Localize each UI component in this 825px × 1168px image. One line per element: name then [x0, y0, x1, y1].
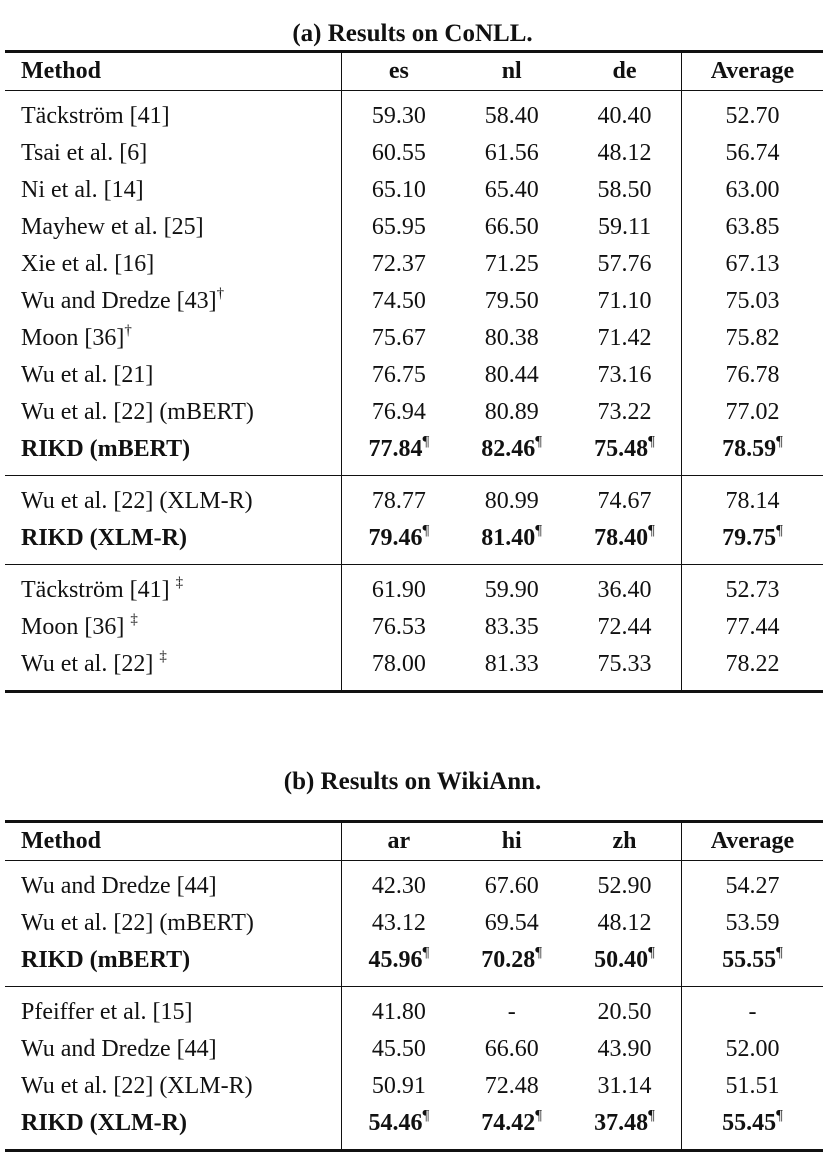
method-name: Wu et al. [22] (mBERT) [21, 910, 254, 936]
score-cell [568, 646, 681, 692]
score-value: 40.40 [597, 103, 652, 129]
score-cell [455, 987, 568, 1032]
score-cell [455, 646, 568, 692]
score-value: 75.33 [597, 651, 652, 677]
score-value: 69.54 [484, 910, 539, 936]
method-cell [5, 646, 342, 692]
table-row [5, 942, 823, 987]
average-cell [681, 91, 823, 136]
table-row [5, 646, 823, 692]
score-cell [568, 476, 681, 521]
method-cell [5, 431, 342, 476]
significance-mark: ¶ [422, 944, 430, 961]
score-value: 65.40 [484, 177, 539, 203]
score-value: 66.60 [484, 1036, 539, 1062]
score-value: 20.50 [597, 999, 652, 1025]
table-a-conll [5, 50, 823, 693]
significance-mark: ¶ [422, 522, 430, 539]
method-cell [5, 357, 342, 394]
score-cell [342, 209, 455, 246]
method-name: Wu et al. [22] (XLM-R) [21, 488, 253, 514]
score-value: 52.90 [597, 873, 652, 899]
method-cell [5, 1068, 342, 1105]
method-cell [5, 246, 342, 283]
score-cell [568, 431, 681, 476]
score-cell [342, 135, 455, 172]
footnote-mark: † [216, 285, 225, 302]
score-cell [455, 209, 568, 246]
average-cell [681, 520, 823, 565]
score-cell [455, 135, 568, 172]
significance-mark: ¶ [776, 1107, 783, 1124]
score-value: 78.77 [371, 488, 426, 514]
average-cell [681, 987, 823, 1032]
method-name: Wu et al. [22] (XLM-R) [21, 1073, 253, 1099]
score-value: 50.91 [371, 1073, 426, 1099]
score-cell [455, 1105, 568, 1151]
table-row [5, 1068, 823, 1105]
table-row [5, 172, 823, 209]
score-value: 75.03 [725, 288, 780, 314]
score-value: 37.48 [594, 1110, 649, 1136]
column-header-zh: zh [612, 828, 637, 854]
score-cell [568, 135, 681, 172]
score-value: 61.90 [371, 577, 426, 603]
score-value: 78.14 [725, 488, 780, 514]
table-row [5, 905, 823, 942]
score-cell [568, 283, 681, 320]
score-value: 53.59 [725, 910, 780, 936]
score-cell [568, 861, 681, 906]
average-cell [681, 942, 823, 987]
score-value: 67.13 [725, 251, 780, 277]
column-header-method: Method [21, 828, 101, 854]
average-cell [681, 476, 823, 521]
score-value: 80.44 [484, 362, 539, 388]
score-value: 59.90 [484, 577, 539, 603]
score-value: 52.73 [725, 577, 780, 603]
score-cell [455, 520, 568, 565]
score-value: 67.60 [484, 873, 539, 899]
method-cell [5, 91, 342, 136]
table-row [5, 246, 823, 283]
score-value: 65.95 [371, 214, 426, 240]
significance-mark: ¶ [648, 522, 655, 539]
score-cell [455, 431, 568, 476]
method-name: Xie et al. [16] [21, 251, 155, 277]
significance-mark: ¶ [535, 1107, 543, 1124]
score-value: 71.10 [597, 288, 652, 314]
method-name: Wu and Dredze [44] [21, 1036, 217, 1062]
method-cell [5, 565, 342, 610]
score-cell [455, 861, 568, 906]
score-cell [568, 1105, 681, 1151]
score-value: 75.67 [371, 325, 426, 351]
score-cell [568, 246, 681, 283]
score-value: 58.50 [597, 177, 652, 203]
score-cell [455, 91, 568, 136]
score-value: 76.94 [371, 399, 426, 425]
table-row [5, 1031, 823, 1068]
score-value: 78.59 [722, 436, 777, 462]
table-header-row [5, 52, 823, 91]
score-value: 45.50 [371, 1036, 426, 1062]
score-value: - [748, 999, 757, 1025]
score-cell [342, 246, 455, 283]
score-value: 55.55 [722, 947, 777, 973]
method-cell [5, 861, 342, 906]
table-row [5, 520, 823, 565]
score-value: 80.99 [484, 488, 539, 514]
method-name: Täckström [41] [21, 577, 176, 603]
average-cell [681, 283, 823, 320]
score-cell [455, 283, 568, 320]
score-cell [342, 1031, 455, 1068]
score-value: 61.56 [484, 140, 539, 166]
score-cell [455, 942, 568, 987]
average-cell [681, 357, 823, 394]
method-name: Täckström [41] [21, 103, 170, 129]
average-cell [681, 394, 823, 431]
score-value: 63.85 [725, 214, 780, 240]
score-value: 66.50 [484, 214, 539, 240]
footnote-mark: ‡ [175, 574, 184, 591]
table-row [5, 91, 823, 136]
score-value: 60.55 [371, 140, 426, 166]
score-cell [342, 987, 455, 1032]
footnote-mark: ‡ [159, 648, 167, 665]
significance-mark: ¶ [648, 1107, 655, 1124]
score-cell [568, 357, 681, 394]
footnote-mark: ‡ [130, 611, 138, 628]
score-value: 78.22 [725, 651, 780, 677]
score-value: 43.90 [597, 1036, 652, 1062]
score-value: 74.67 [597, 488, 652, 514]
significance-mark: ¶ [422, 1107, 430, 1124]
score-cell [342, 283, 455, 320]
table-row [5, 476, 823, 521]
score-value: 77.44 [725, 614, 780, 640]
score-cell [342, 320, 455, 357]
table-b-caption: (b) Results on WikiAnn. [283, 768, 542, 795]
significance-mark: ¶ [422, 433, 430, 450]
table-a-caption: (a) Results on CoNLL. [292, 20, 533, 47]
score-cell [342, 394, 455, 431]
score-cell [568, 394, 681, 431]
score-value: 81.40 [481, 525, 536, 551]
method-name: Tsai et al. [6] [21, 140, 148, 166]
significance-mark: ¶ [535, 522, 543, 539]
score-value: 45.96 [368, 947, 423, 973]
table-row [5, 394, 823, 431]
column-header-nl: nl [501, 58, 522, 84]
score-cell [455, 320, 568, 357]
method-cell [5, 320, 342, 357]
score-cell [455, 246, 568, 283]
average-cell [681, 1068, 823, 1105]
method-cell [5, 172, 342, 209]
score-cell [455, 394, 568, 431]
average-cell [681, 1031, 823, 1068]
table-row [5, 283, 823, 320]
method-name: Moon [36] [21, 325, 125, 351]
score-value: 54.27 [725, 873, 780, 899]
score-value: 81.33 [484, 651, 539, 677]
score-cell [342, 476, 455, 521]
score-cell [455, 476, 568, 521]
average-cell [681, 431, 823, 476]
score-value: 48.12 [597, 910, 652, 936]
column-header-average: Average [681, 822, 823, 861]
score-value: 79.46 [368, 525, 423, 551]
method-name: RIKD (XLM-R) [21, 1110, 187, 1136]
score-value: 74.50 [371, 288, 426, 314]
score-value: 56.74 [725, 140, 780, 166]
average-cell [681, 172, 823, 209]
method-name: Moon [36] [21, 614, 131, 640]
score-value: 71.25 [484, 251, 539, 277]
method-cell [5, 283, 342, 320]
method-cell [5, 987, 342, 1032]
table-row [5, 1105, 823, 1151]
method-name: Wu et al. [21] [21, 362, 154, 388]
score-value: 59.11 [597, 214, 652, 240]
table-b-wikiann [5, 820, 823, 1152]
score-cell [342, 565, 455, 610]
score-cell [568, 609, 681, 646]
score-cell [568, 565, 681, 610]
table-row [5, 987, 823, 1032]
significance-mark: ¶ [776, 433, 783, 450]
footnote-mark: † [124, 322, 132, 339]
column-header-hi: hi [501, 828, 522, 854]
score-value: 42.30 [371, 873, 426, 899]
column-header-ar: ar [342, 822, 455, 861]
average-cell [681, 905, 823, 942]
average-cell [681, 646, 823, 692]
score-value: 59.30 [371, 103, 426, 129]
score-cell [342, 646, 455, 692]
score-cell [568, 905, 681, 942]
score-value: 52.70 [725, 103, 780, 129]
score-cell [342, 861, 455, 906]
method-cell [5, 609, 342, 646]
table-row [5, 565, 823, 610]
score-cell [342, 1068, 455, 1105]
score-value: 58.40 [484, 103, 539, 129]
method-cell [5, 1031, 342, 1068]
score-value: 57.76 [597, 251, 652, 277]
significance-mark: ¶ [535, 944, 543, 961]
column-header-de: de [612, 58, 637, 84]
method-name: Wu et al. [22] (mBERT) [21, 399, 254, 425]
score-cell [455, 565, 568, 610]
method-name: RIKD (mBERT) [21, 947, 191, 973]
score-value: 63.00 [725, 177, 780, 203]
method-cell [5, 209, 342, 246]
average-cell [681, 609, 823, 646]
significance-mark: ¶ [776, 522, 783, 539]
score-cell [455, 1068, 568, 1105]
score-value: 41.80 [371, 999, 426, 1025]
average-cell [681, 565, 823, 610]
score-value: 65.10 [371, 177, 426, 203]
score-value: 78.00 [371, 651, 426, 677]
score-cell [568, 209, 681, 246]
score-value: 72.48 [484, 1073, 539, 1099]
method-name: Wu et al. [22] [21, 651, 160, 677]
score-value: 55.45 [722, 1110, 777, 1136]
score-value: 79.50 [484, 288, 539, 314]
score-value: 82.46 [481, 436, 536, 462]
significance-mark: ¶ [648, 433, 655, 450]
average-cell [681, 246, 823, 283]
method-name: Pfeiffer et al. [15] [21, 999, 193, 1025]
column-header-method: Method [21, 58, 101, 84]
average-cell [681, 209, 823, 246]
score-value: - [507, 999, 516, 1025]
score-cell [455, 905, 568, 942]
score-value: 77.84 [368, 436, 423, 462]
method-cell [5, 1105, 342, 1151]
score-value: 48.12 [597, 140, 652, 166]
score-cell [568, 172, 681, 209]
method-cell [5, 520, 342, 565]
score-value: 50.40 [594, 947, 649, 973]
table-b-body [5, 861, 823, 1151]
score-value: 31.14 [597, 1073, 652, 1099]
score-cell [455, 172, 568, 209]
score-value: 75.48 [594, 436, 649, 462]
score-cell [568, 520, 681, 565]
average-cell [681, 320, 823, 357]
score-cell [568, 91, 681, 136]
method-name: Wu and Dredze [43] [21, 288, 217, 314]
method-name: RIKD (XLM-R) [21, 525, 187, 551]
score-value: 51.51 [725, 1073, 780, 1099]
score-cell [342, 942, 455, 987]
method-cell [5, 394, 342, 431]
score-cell [568, 1068, 681, 1105]
score-cell [455, 609, 568, 646]
score-cell [455, 357, 568, 394]
method-cell [5, 905, 342, 942]
score-value: 70.28 [481, 947, 536, 973]
method-cell [5, 135, 342, 172]
score-cell [568, 942, 681, 987]
method-name: Mayhew et al. [25] [21, 214, 204, 240]
significance-mark: ¶ [535, 433, 543, 450]
score-cell [342, 357, 455, 394]
score-value: 80.38 [484, 325, 539, 351]
score-value: 76.75 [371, 362, 426, 388]
score-value: 72.37 [371, 251, 426, 277]
score-cell [568, 320, 681, 357]
method-cell [5, 942, 342, 987]
score-value: 79.75 [722, 525, 777, 551]
score-value: 83.35 [484, 614, 539, 640]
table-row [5, 861, 823, 906]
column-header-average: Average [681, 52, 823, 91]
score-value: 43.12 [371, 910, 426, 936]
score-cell [342, 905, 455, 942]
table-row [5, 320, 823, 357]
score-cell [342, 520, 455, 565]
score-cell [455, 1031, 568, 1068]
score-value: 36.40 [597, 577, 652, 603]
score-value: 72.44 [597, 614, 652, 640]
significance-mark: ¶ [776, 944, 783, 961]
score-cell [342, 431, 455, 476]
table-row [5, 431, 823, 476]
score-value: 76.78 [725, 362, 780, 388]
score-cell [568, 987, 681, 1032]
score-value: 74.42 [481, 1110, 536, 1136]
significance-mark: ¶ [648, 944, 655, 961]
score-value: 80.89 [484, 399, 539, 425]
method-name: Wu and Dredze [44] [21, 873, 217, 899]
score-cell [342, 609, 455, 646]
table-a-body [5, 91, 823, 692]
score-value: 76.53 [371, 614, 426, 640]
table-header-row [5, 822, 823, 861]
method-cell [5, 476, 342, 521]
score-cell [342, 172, 455, 209]
table-row [5, 609, 823, 646]
score-value: 78.40 [594, 525, 649, 551]
score-value: 73.22 [597, 399, 652, 425]
table-row [5, 209, 823, 246]
score-cell [342, 91, 455, 136]
average-cell [681, 135, 823, 172]
score-value: 73.16 [597, 362, 652, 388]
table-row [5, 357, 823, 394]
score-value: 71.42 [597, 325, 652, 351]
score-value: 75.82 [725, 325, 780, 351]
average-cell [681, 861, 823, 906]
score-value: 52.00 [725, 1036, 780, 1062]
average-cell [681, 1105, 823, 1151]
score-value: 77.02 [725, 399, 780, 425]
table-row [5, 135, 823, 172]
score-value: 54.46 [368, 1110, 423, 1136]
score-cell [568, 1031, 681, 1068]
method-name: Ni et al. [14] [21, 177, 144, 203]
method-name: RIKD (mBERT) [21, 436, 191, 462]
score-cell [342, 1105, 455, 1151]
column-header-es: es [342, 52, 455, 91]
